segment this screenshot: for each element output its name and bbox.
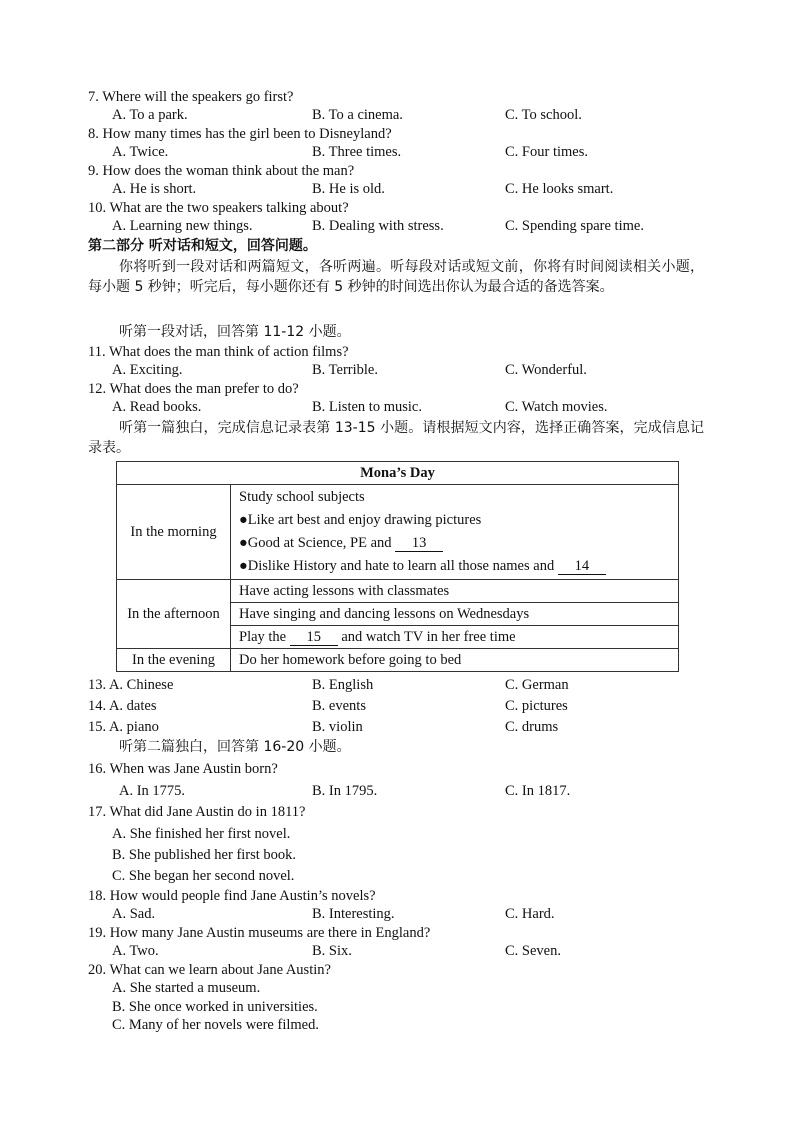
option-16a: A. In 1775. — [119, 783, 186, 799]
option-13b: B. English — [312, 677, 374, 693]
option-14b: B. events — [312, 698, 366, 714]
monologue1-intro: 听第一篇独白，完成信息记录表第 13-15 小题。请根据短文内容，选择正确答案，完成信息记录表。 — [88, 420, 704, 456]
option-12b: B. Listen to music. — [312, 399, 422, 415]
option-15b: B. violin — [312, 719, 363, 735]
option-10a: A. Learning new things. — [112, 218, 253, 234]
question-9: 9. How does the woman think about the man? — [88, 163, 355, 179]
option-12c: C. Watch movies. — [505, 399, 608, 415]
option-19b: B. Six. — [312, 943, 352, 959]
afternoon-label: In the afternoon — [117, 580, 231, 649]
option-15a: 15. A. piano — [88, 719, 159, 735]
morning-line-1: Study school subjects — [239, 489, 365, 505]
option-12a: A. Read books. — [112, 399, 202, 415]
option-16b: B. In 1795. — [312, 783, 378, 799]
afternoon-line-3-post: and watch TV in her free time — [341, 629, 516, 645]
option-20a: A. She started a museum. — [112, 980, 261, 996]
question-16: 16. When was Jane Austin born? — [88, 761, 278, 777]
option-11c: C. Wonderful. — [505, 362, 587, 378]
option-13c: C. German — [505, 677, 569, 693]
option-17b: B. She published her first book. — [112, 847, 297, 863]
morning-line-4 — [239, 555, 670, 578]
morning-cell — [231, 485, 679, 580]
option-18a: A. Sad. — [112, 906, 156, 922]
option-14c: C. pictures — [505, 698, 568, 714]
option-7a: A. To a park. — [112, 107, 188, 123]
option-8c: C. Four times. — [505, 144, 588, 160]
blank-13: 13 — [395, 535, 443, 552]
afternoon-line-1: Have acting lessons with classmates — [231, 580, 679, 603]
option-10b: B. Dealing with stress. — [312, 218, 444, 234]
blank-14: 14 — [558, 558, 606, 575]
part2-heading: 第二部分 听对话和短文，回答问题。 — [88, 238, 317, 254]
option-18c: C. Hard. — [505, 906, 555, 922]
option-17c: C. She began her second novel. — [112, 868, 295, 884]
question-18: 18. How would people find Jane Austin’s novels? — [88, 888, 376, 904]
morning-line-4-text: ●Dislike History and hate to learn all those names and — [239, 558, 555, 574]
morning-label: In the morning — [117, 485, 231, 580]
dialogue-intro: 听第一段对话，回答第 11-12 小题。 — [119, 324, 351, 340]
option-8b: B. Three times. — [312, 144, 402, 160]
option-7b: B. To a cinema. — [312, 107, 403, 123]
option-11a: A. Exciting. — [112, 362, 183, 378]
option-19c: C. Seven. — [505, 943, 561, 959]
question-20: 20. What can we learn about Jane Austin? — [88, 962, 331, 978]
option-11b: B. Terrible. — [312, 362, 378, 378]
morning-line-3 — [239, 532, 670, 555]
morning-line-3-text: ●Good at Science, PE and — [239, 535, 392, 551]
option-9c: C. He looks smart. — [505, 181, 614, 197]
blank-15: 15 — [290, 629, 338, 646]
option-9a: A. He is short. — [112, 181, 197, 197]
afternoon-line-3 — [231, 626, 679, 649]
option-9b: B. He is old. — [312, 181, 385, 197]
question-8: 8. How many times has the girl been to Disneyland? — [88, 126, 392, 142]
afternoon-line-3-pre: Play the — [239, 629, 287, 645]
morning-line-2: ●Like art best and enjoy drawing pictures — [239, 512, 482, 528]
info-table — [116, 461, 679, 672]
question-17: 17. What did Jane Austin do in 1811? — [88, 804, 306, 820]
option-7c: C. To school. — [505, 107, 582, 123]
question-7: 7. Where will the speakers go first? — [88, 89, 294, 105]
option-20b: B. She once worked in universities. — [112, 999, 318, 1015]
afternoon-line-2: Have singing and dancing lessons on Wednesdays — [231, 603, 679, 626]
question-10: 10. What are the two speakers talking about? — [88, 200, 349, 216]
question-11: 11. What does the man think of action films? — [88, 344, 349, 360]
option-10c: C. Spending spare time. — [505, 218, 644, 234]
option-18b: B. Interesting. — [312, 906, 395, 922]
table-title: Mona’s Day — [117, 462, 679, 485]
evening-line-1: Do her homework before going to bed — [231, 649, 679, 672]
monologue2-intro: 听第二篇独白，回答第 16-20 小题。 — [119, 739, 351, 755]
evening-label: In the evening — [117, 649, 231, 672]
option-19a: A. Two. — [112, 943, 159, 959]
option-13a: 13. A. Chinese — [88, 677, 174, 693]
part2-instructions: 你将听到一段对话和两篇短文，各听两遍。听每段对话或短文前，你将有时间阅读相关小题，每小题 5 秒钟；听完后，每小题你还有 5 秒钟的时间选出你认为最合适的备选答案。 — [88, 259, 704, 295]
question-12: 12. What does the man prefer to do? — [88, 381, 299, 397]
option-20c: C. Many of her novels were filmed. — [112, 1017, 319, 1033]
option-14a: 14. A. dates — [88, 698, 157, 714]
option-8a: A. Twice. — [112, 144, 169, 160]
option-16c: C. In 1817. — [505, 783, 571, 799]
option-17a: A. She finished her first novel. — [112, 826, 291, 842]
question-19: 19. How many Jane Austin museums are there in England? — [88, 925, 431, 941]
option-15c: C. drums — [505, 719, 559, 735]
